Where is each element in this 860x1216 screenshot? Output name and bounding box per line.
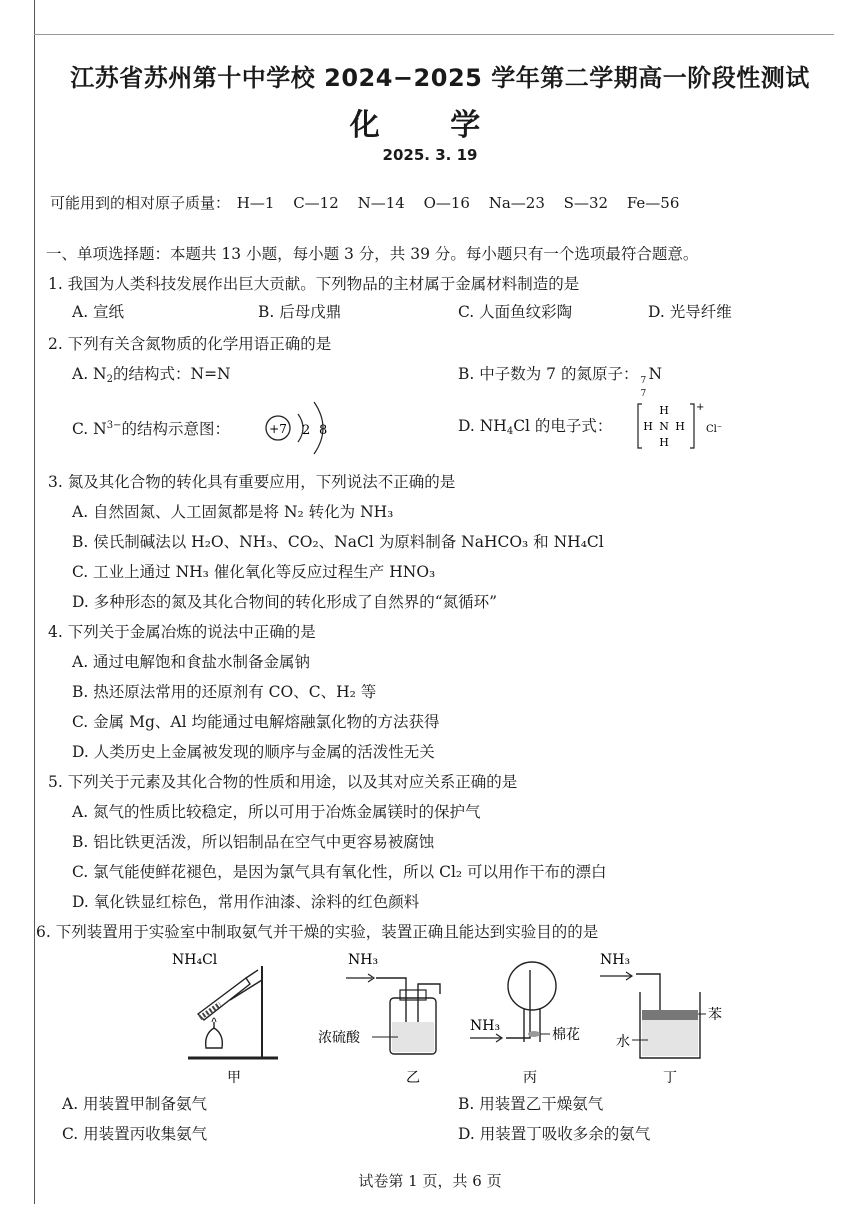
ammonium-chloride-electron-formula bbox=[636, 398, 746, 454]
question-5-option-c: C. 氯气能使鲜花褪色，是因为氯气具有氧化性，所以 Cl₂ 可以用作干布的漂白 bbox=[72, 863, 607, 881]
question-2-option-d: D. $NH_4Cl$ 的电子式： bbox=[458, 417, 613, 437]
question-6-option-a: A. 用装置甲制备氨气 bbox=[62, 1095, 208, 1113]
question-4-option-c: C. 金属 Mg、Al 均能通过电解熔融氯化物的方法获得 bbox=[72, 713, 440, 731]
question-1-option-c: C. 人面鱼纹彩陶 bbox=[458, 303, 573, 321]
jia-reagent-label: NH₄Cl bbox=[172, 952, 218, 968]
shell-2-electrons: 8 bbox=[319, 423, 328, 438]
question-4-option-a: A. 通过电解饱和食盐水制备金属钠 bbox=[72, 653, 311, 671]
mass-n: N—14 bbox=[357, 194, 405, 212]
bing-cotton-label: 棉花 bbox=[552, 1027, 580, 1043]
question-2-option-b: B. 中子数为 7 的氮原子： 7 7 N bbox=[458, 365, 663, 399]
svg-text:+: + bbox=[696, 402, 705, 413]
question-6-stem: 6. 下列装置用于实验室中制取氨气并干燥的实验，装置正确且能达到实验目的的是 bbox=[36, 923, 599, 941]
question-6-option-b: B. 用装置乙干燥氨气 bbox=[458, 1095, 604, 1113]
question-5-option-a: A. 氮气的性质比较稳定，所以可用于冶炼金属镁时的保护气 bbox=[72, 803, 481, 821]
ding-water-label: 水 bbox=[616, 1034, 630, 1050]
question-3-option-b: B. 侯氏制碱法以 H₂O、NH₃、CO₂、NaCl 为原料制备 NaHCO₃ 和 NH₄Cl bbox=[72, 533, 604, 551]
question-1-stem: 1. 我国为人类科技发展作出巨大贡献。下列物品的主材属于金属材料制造的是 bbox=[48, 275, 580, 293]
ammonia-apparatus-figure bbox=[150, 948, 750, 1088]
mass-na: Na—23 bbox=[488, 194, 545, 212]
question-5-option-b: B. 铝比铁更活泼，所以铝制品在空气中更容易被腐蚀 bbox=[72, 833, 435, 851]
question-3-option-d: D. 多种形态的氮及其化合物间的转化形成了自然界的“氮循环” bbox=[72, 593, 498, 611]
nitride-ion-structure-diagram bbox=[262, 398, 342, 458]
yi-gas-label: NH₃ bbox=[348, 952, 379, 968]
ding-gas-label: NH₃ bbox=[600, 952, 631, 968]
question-2-stem: 2. 下列有关含氮物质的化学用语正确的是 bbox=[48, 335, 332, 353]
question-3-stem: 3. 氮及其化合物的转化具有重要应用，下列说法不正确的是 bbox=[48, 473, 456, 491]
question-2-option-a: A. $N_2$的结构式：N=N bbox=[72, 365, 231, 385]
page-top-border bbox=[34, 34, 834, 35]
svg-text:H: H bbox=[659, 436, 669, 449]
apparatus-yi bbox=[318, 952, 440, 1086]
question-1-option-b: B. 后母戊鼎 bbox=[258, 303, 342, 321]
question-5-stem: 5. 下列关于元素及其化合物的性质和用途，以及其对应关系正确的是 bbox=[48, 773, 518, 791]
question-4-option-d: D. 人类历史上金属被发现的顺序与金属的活泼性无关 bbox=[72, 743, 435, 761]
exam-subject: 化 学 bbox=[349, 108, 511, 143]
mass-c: C—12 bbox=[293, 194, 339, 212]
question-4-option-b: B. 热还原法常用的还原剂有 CO、C、H₂ 等 bbox=[72, 683, 377, 701]
apparatus-ding bbox=[600, 952, 722, 1086]
question-5-option-d: D. 氧化铁显红棕色，常用作油漆、涂料的红色颜料 bbox=[72, 893, 420, 911]
atomic-masses bbox=[50, 192, 693, 213]
svg-text:H: H bbox=[675, 420, 685, 433]
svg-text:H: H bbox=[643, 420, 653, 433]
yi-label: 乙 bbox=[406, 1070, 420, 1086]
mass-fe: Fe—56 bbox=[626, 194, 680, 212]
section-heading: 一、单项选择题：本题共 13 小题，每小题 3 分，共 39 分。每小题只有一个选项最符合题意。 bbox=[46, 245, 699, 263]
svg-text:H: H bbox=[659, 404, 669, 417]
yi-reagent-label: 浓硫酸 bbox=[318, 1030, 360, 1046]
question-2-option-c: C. $N^{3-}$的结构示意图： bbox=[72, 420, 230, 438]
ding-label: 丁 bbox=[663, 1070, 677, 1086]
question-1-option-d: D. 光导纤维 bbox=[648, 303, 732, 321]
apparatus-jia bbox=[172, 952, 278, 1086]
mass-h: H—1 bbox=[236, 194, 275, 212]
svg-text:N: N bbox=[659, 420, 669, 433]
apparatus-bing bbox=[470, 962, 580, 1086]
question-1-option-a: A. 宣纸 bbox=[72, 303, 125, 321]
exam-title: 江苏省苏州第十中学校 2024−2025 学年第二学期高一阶段性测试 bbox=[70, 64, 810, 92]
bing-gas-label: NH₃ bbox=[470, 1018, 501, 1034]
question-3-option-a: A. 自然固氮、人工固氮都是将 N₂ 转化为 NH₃ bbox=[72, 503, 394, 521]
ding-benzene-label: 苯 bbox=[708, 1007, 722, 1023]
jia-label: 甲 bbox=[227, 1070, 241, 1086]
mass-o: O—16 bbox=[423, 194, 470, 212]
shell-1-electrons: 2 bbox=[302, 423, 311, 438]
atomic-masses-label: 可能用到的相对原子质量： bbox=[50, 194, 231, 212]
page-left-border bbox=[34, 0, 35, 1204]
mass-s: S—32 bbox=[563, 194, 609, 212]
question-3-option-c: C. 工业上通过 NH₃ 催化氧化等反应过程生产 HNO₃ bbox=[72, 563, 436, 581]
nucleus-charge: +7 bbox=[269, 422, 287, 436]
svg-text:Cl⁻: Cl⁻ bbox=[706, 424, 723, 435]
question-6-option-c: C. 用装置丙收集氨气 bbox=[62, 1125, 208, 1143]
question-6-option-d: D. 用装置丁吸收多余的氨气 bbox=[458, 1125, 651, 1143]
question-4-stem: 4. 下列关于金属冶炼的说法中正确的是 bbox=[48, 623, 316, 641]
page-footer: 试卷第 1 页，共 6 页 bbox=[358, 1172, 502, 1190]
bing-label: 丙 bbox=[523, 1070, 537, 1086]
exam-date: 2025. 3. 19 bbox=[382, 146, 478, 164]
